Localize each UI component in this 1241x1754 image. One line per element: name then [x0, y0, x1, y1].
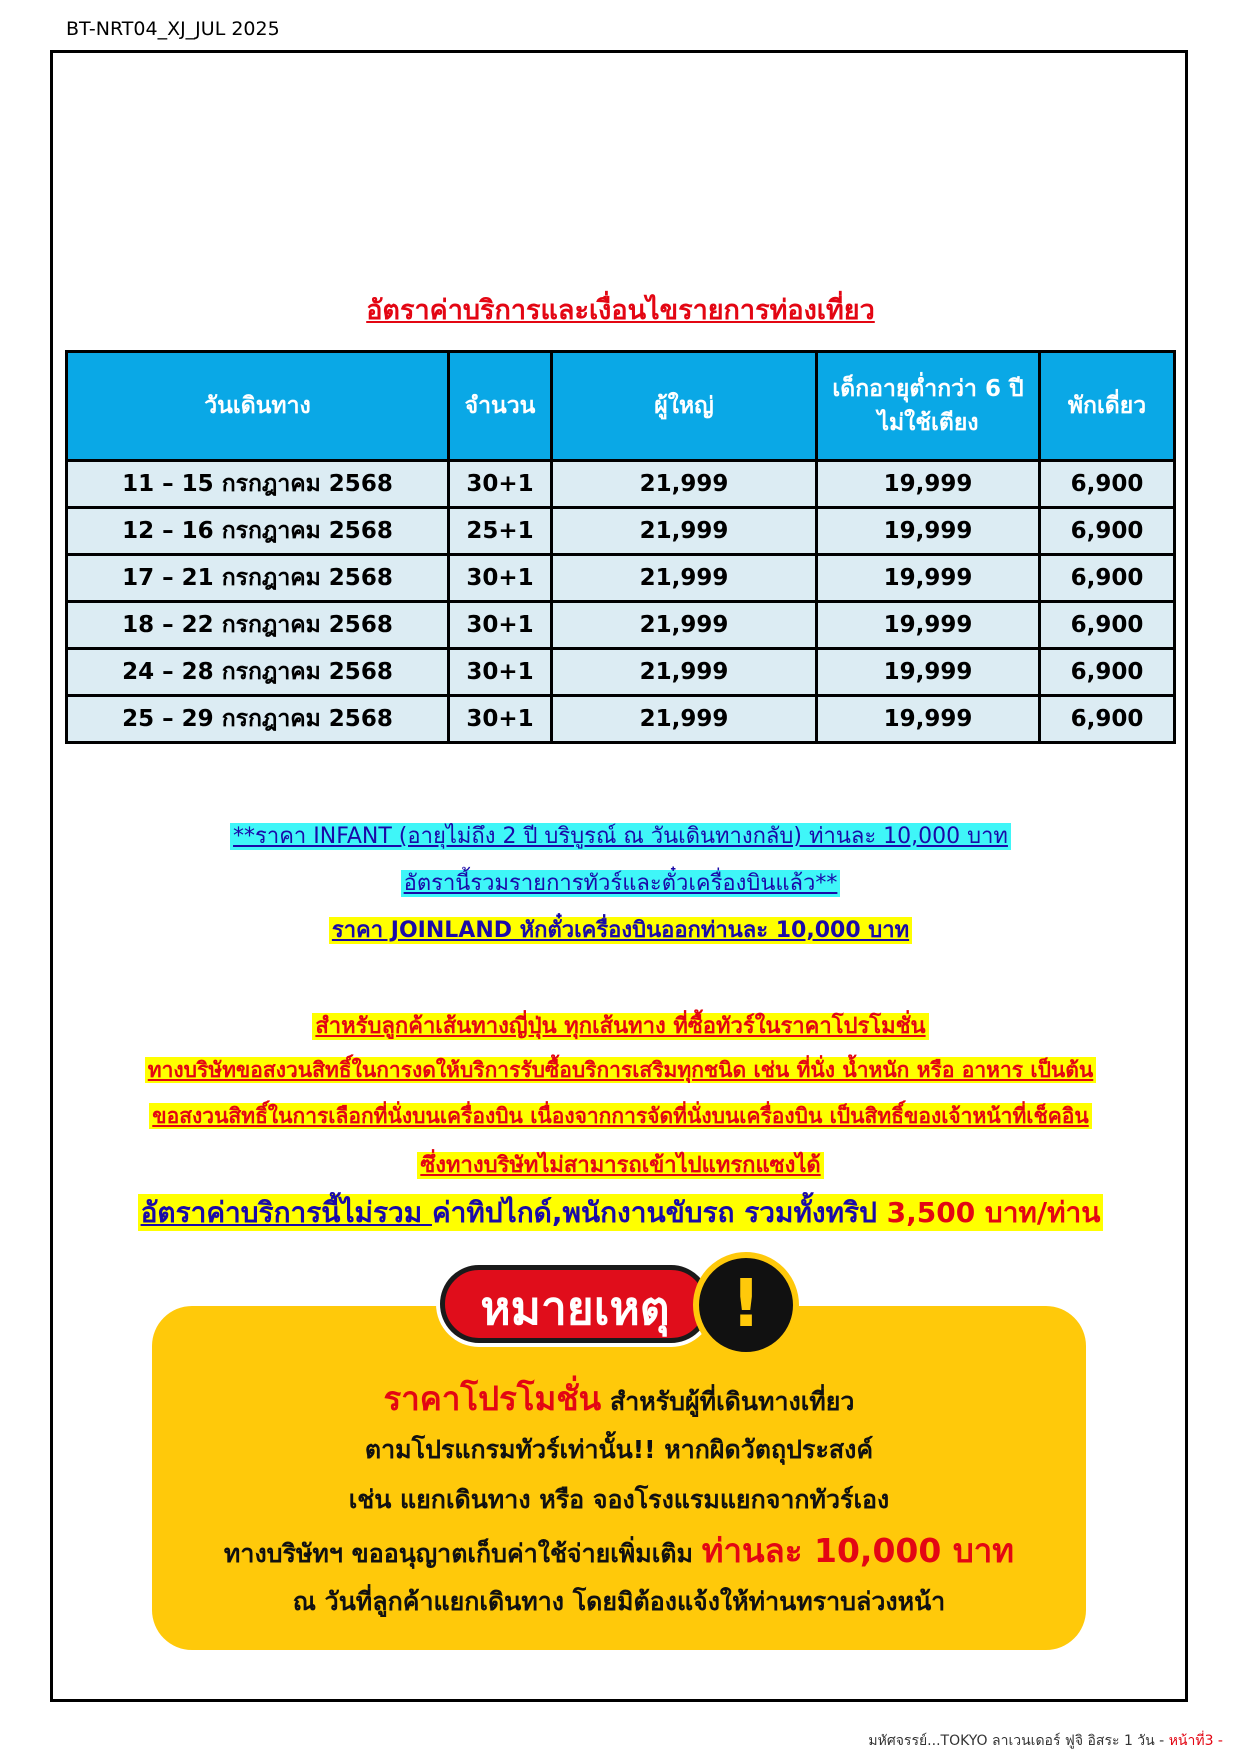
cell-single: 6,900	[1040, 461, 1175, 508]
page-title: อัตราค่าบริการและเงื่อนไขรายการท่องเที่ยว	[366, 295, 875, 326]
cell-single: 6,900	[1040, 602, 1175, 649]
notice-line-4-text: ทางบริษัทฯ ขออนุญาตเก็บค่าใช้จ่ายเพิ่มเติม	[223, 1539, 702, 1568]
cell-date: 18 – 22 กรกฎาคม 2568	[67, 602, 449, 649]
exclusion-items: ค่าทิปไกด์,พนักงานขับรถ รวมทั้งทริป	[431, 1196, 887, 1229]
cell-single: 6,900	[1040, 649, 1175, 696]
footer-program-name: มหัศจรรย์...TOKYO ลาเวนเดอร์ ฟูจิ อิสระ 1 วัน -	[868, 1733, 1169, 1749]
cell-date: 25 – 29 กรกฎาคม 2568	[67, 696, 449, 743]
notice-line-1-text: สำหรับผู้ที่เดินทางเที่ยว	[601, 1387, 855, 1416]
joinland-text: ราคา JOINLAND หักตั๋วเครื่องบินออกท่านละ 10,000 บาท	[329, 917, 912, 944]
infant-price-text: **ราคา INFANT (อายุไม่ถึง 2 ปี บริบูรณ์ ณ วันเดินทางกลับ) ท่านละ 10,000 บาท	[230, 823, 1011, 850]
cell-child: 19,999	[817, 508, 1040, 555]
cell-child: 19,999	[817, 555, 1040, 602]
cell-child: 19,999	[817, 461, 1040, 508]
cell-adult: 21,999	[552, 461, 817, 508]
infant-price-note	[0, 818, 1241, 853]
cell-child: 19,999	[817, 602, 1040, 649]
table-row	[67, 461, 1175, 508]
joinland-note	[0, 912, 1241, 947]
cell-quantity: 30+1	[449, 649, 552, 696]
cell-single: 6,900	[1040, 555, 1175, 602]
notice-line-5: ณ วันที่ลูกค้าแยกเดินทาง โดยมิต้องแจ้งให้ท่านทราบล่วงหน้า	[292, 1587, 946, 1616]
header-adult: ผู้ใหญ่	[552, 352, 817, 461]
header-travel-date: วันเดินทาง	[67, 352, 449, 461]
cell-date: 11 – 15 กรกฎาคม 2568	[67, 461, 449, 508]
cell-adult: 21,999	[552, 555, 817, 602]
cell-quantity: 30+1	[449, 555, 552, 602]
cell-child: 19,999	[817, 696, 1040, 743]
rate-exclusion-note	[0, 1191, 1241, 1235]
cell-quantity: 30+1	[449, 602, 552, 649]
table-header-row	[67, 352, 1175, 461]
cell-child: 19,999	[817, 649, 1040, 696]
promo-line-2	[0, 1054, 1241, 1087]
cell-adult: 21,999	[552, 649, 817, 696]
notice-line-1	[152, 1372, 1086, 1425]
notice-line-2: ตามโปรแกรมทัวร์เท่านั้น!! หากผิดวัตถุประสงค์	[364, 1435, 874, 1464]
promo-line-4	[0, 1147, 1241, 1182]
cell-adult: 21,999	[552, 508, 817, 555]
table-row	[67, 696, 1175, 743]
exclusion-label: อัตราค่าบริการนี้ไม่รวม	[140, 1196, 432, 1229]
cell-quantity: 30+1	[449, 461, 552, 508]
promo-line-3	[0, 1100, 1241, 1133]
cell-single: 6,900	[1040, 696, 1175, 743]
promo-line-3-text: ขอสงวนสิทธิ์ในการเลือกที่นั่งบนเครื่องบิน เนื่องจากการจัดที่นั่งบนเครื่องบิน เป็นสิทธิ์ของเจ้าหน้าที่เช็คอิน	[149, 1103, 1092, 1129]
notice-line-4	[152, 1524, 1086, 1577]
cell-adult: 21,999	[552, 602, 817, 649]
footer-page-number: หน้าที่3 -	[1168, 1733, 1223, 1749]
notice-line-3: เช่น แยกเดินทาง หรือ จองโรงแรมแยกจากทัวร์เอง	[348, 1485, 890, 1514]
document-code: BT-NRT04_XJ_JUL 2025	[66, 18, 280, 40]
header-single-supplement: พักเดี่ยว	[1040, 352, 1175, 461]
included-text: อัตรานี้รวมรายการทัวร์และตั๋วเครื่องบินแล้ว**	[401, 870, 841, 897]
table-row	[67, 649, 1175, 696]
notice-fee-amount: ท่านละ 10,000 บาท	[701, 1531, 1015, 1570]
rates-table	[65, 350, 1176, 744]
cell-adult: 21,999	[552, 696, 817, 743]
cell-single: 6,900	[1040, 508, 1175, 555]
promo-line-2-text: ทางบริษัทขอสงวนสิทธิ์ในการงดให้บริการรับซื้อบริการเสริมทุกชนิด เช่น ที่นั่ง น้ำหนัก หรือ อาหาร เป็นต้น	[145, 1057, 1097, 1083]
exclusion-amount: 3,500 บาท/ท่าน	[886, 1196, 1101, 1229]
promo-price-label: ราคาโปรโมชั่น	[383, 1379, 602, 1418]
cell-date: 12 – 16 กรกฎาคม 2568	[67, 508, 449, 555]
page-footer	[868, 1730, 1223, 1752]
table-row	[67, 602, 1175, 649]
cell-quantity: 25+1	[449, 508, 552, 555]
header-child-no-bed: เด็กอายุต่ำกว่า 6 ปี ไม่ใช้เตียง	[817, 352, 1040, 461]
cell-quantity: 30+1	[449, 696, 552, 743]
promo-line-1-text: สำหรับลูกค้าเส้นทางญี่ปุ่น ทุกเส้นทาง ที่ซื้อทัวร์ในราคาโปรโมชั่น	[312, 1013, 928, 1040]
notice-heading: หมายเหตุ	[440, 1265, 710, 1343]
table-row	[67, 555, 1175, 602]
table-row	[67, 508, 1175, 555]
exclamation-icon: !	[693, 1252, 799, 1358]
header-quantity: จำนวน	[449, 352, 552, 461]
cell-date: 24 – 28 กรกฎาคม 2568	[67, 649, 449, 696]
promo-line-1	[0, 1008, 1241, 1043]
cell-date: 17 – 21 กรกฎาคม 2568	[67, 555, 449, 602]
included-note	[0, 865, 1241, 900]
promo-line-4-text: ซึ่งทางบริษัทไม่สามารถเข้าไปแทรกแซงได้	[417, 1152, 823, 1179]
